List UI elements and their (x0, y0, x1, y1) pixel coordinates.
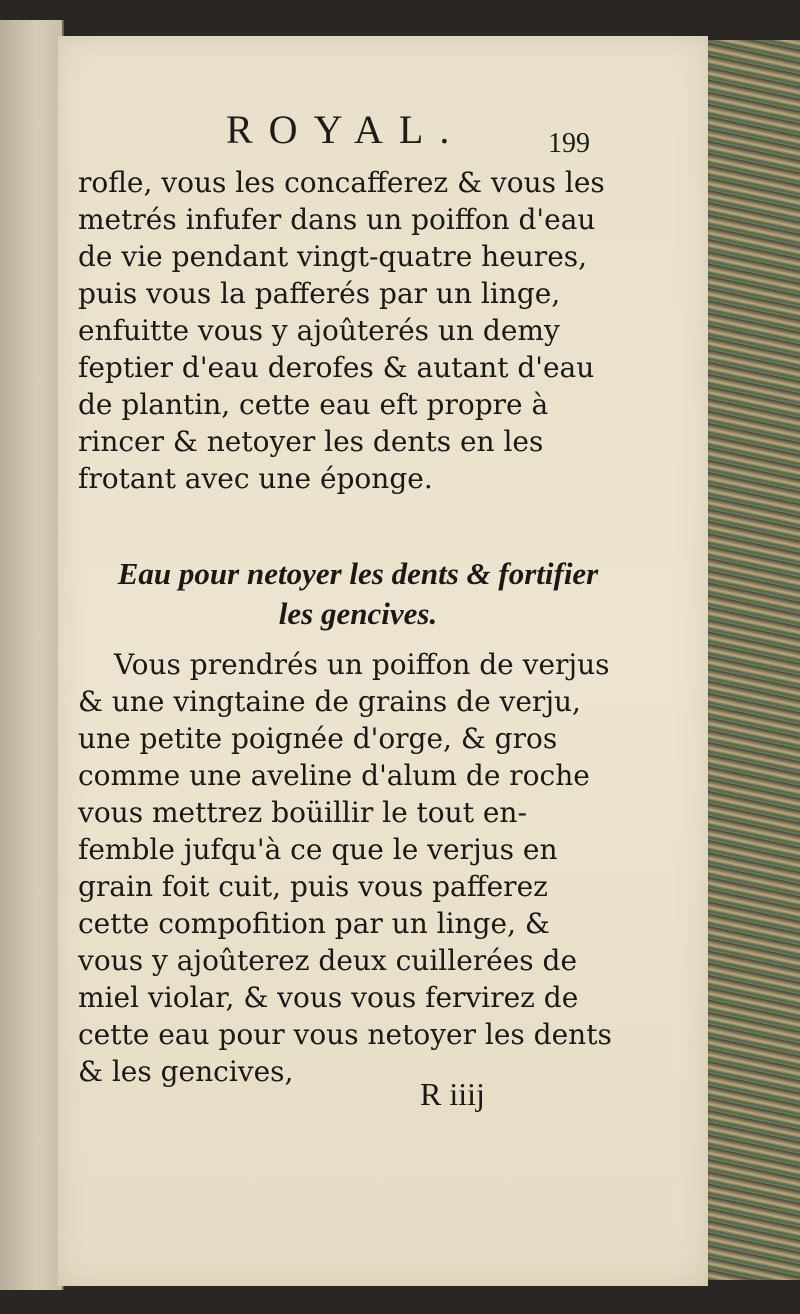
page-number: 199 (548, 128, 590, 159)
text-line: cette compofition par un linge, & (78, 907, 550, 940)
text-line: & les gencives, (78, 1055, 294, 1088)
text-line: vous y ajoûterez deux cuillerées de (78, 944, 578, 977)
book-page (58, 36, 708, 1286)
paragraph-1 (78, 164, 638, 497)
heading-line: Eau pour netoyer les dents & fortifier (117, 556, 599, 591)
text-line: de vie pendant vingt-quatre heures, (78, 240, 588, 273)
book-edge (700, 40, 800, 1280)
text-line: rofle, vous les concafferez & vous les (78, 166, 605, 199)
text-line: cette eau pour vous netoyer les dents (78, 1018, 612, 1051)
text-line: metrés infufer dans un poiffon d'eau (78, 203, 596, 236)
text-line: vous mettrez boüillir le tout en- (78, 796, 527, 829)
text-line: puis vous la pafferés par un linge, (78, 277, 561, 310)
signature-mark: R iiij (420, 1076, 485, 1112)
facing-page-edge (0, 20, 64, 1290)
text-line: une petite poignée d'orge, & gros (78, 722, 558, 755)
text-line: miel violar, & vous vous fervirez de (78, 981, 579, 1014)
text-line: comme une aveline d'alum de roche (78, 759, 590, 792)
text-line: Vous prendrés un poiffon de verjus (114, 648, 610, 681)
recipe-heading (78, 554, 638, 634)
text-line: de plantin, cette eau eft propre à (78, 388, 549, 421)
page-header (58, 106, 708, 166)
text-line: frotant avec une éponge. (78, 462, 433, 495)
text-line: & une vingtaine de grains de verju, (78, 685, 581, 718)
heading-line: les gencives. (278, 596, 438, 631)
paragraph-2 (78, 646, 638, 1090)
text-line: enfuitte vous y ajoûterés un demy (78, 314, 560, 347)
text-line: rincer & netoyer les dents en les (78, 425, 544, 458)
text-line: feptier d'eau derofes & autant d'eau (78, 351, 595, 384)
text-line: femble jufqu'à ce que le verjus en (78, 833, 558, 866)
running-head: ROYAL. (226, 107, 466, 152)
text-line: grain foit cuit, puis vous pafferez (78, 870, 548, 903)
